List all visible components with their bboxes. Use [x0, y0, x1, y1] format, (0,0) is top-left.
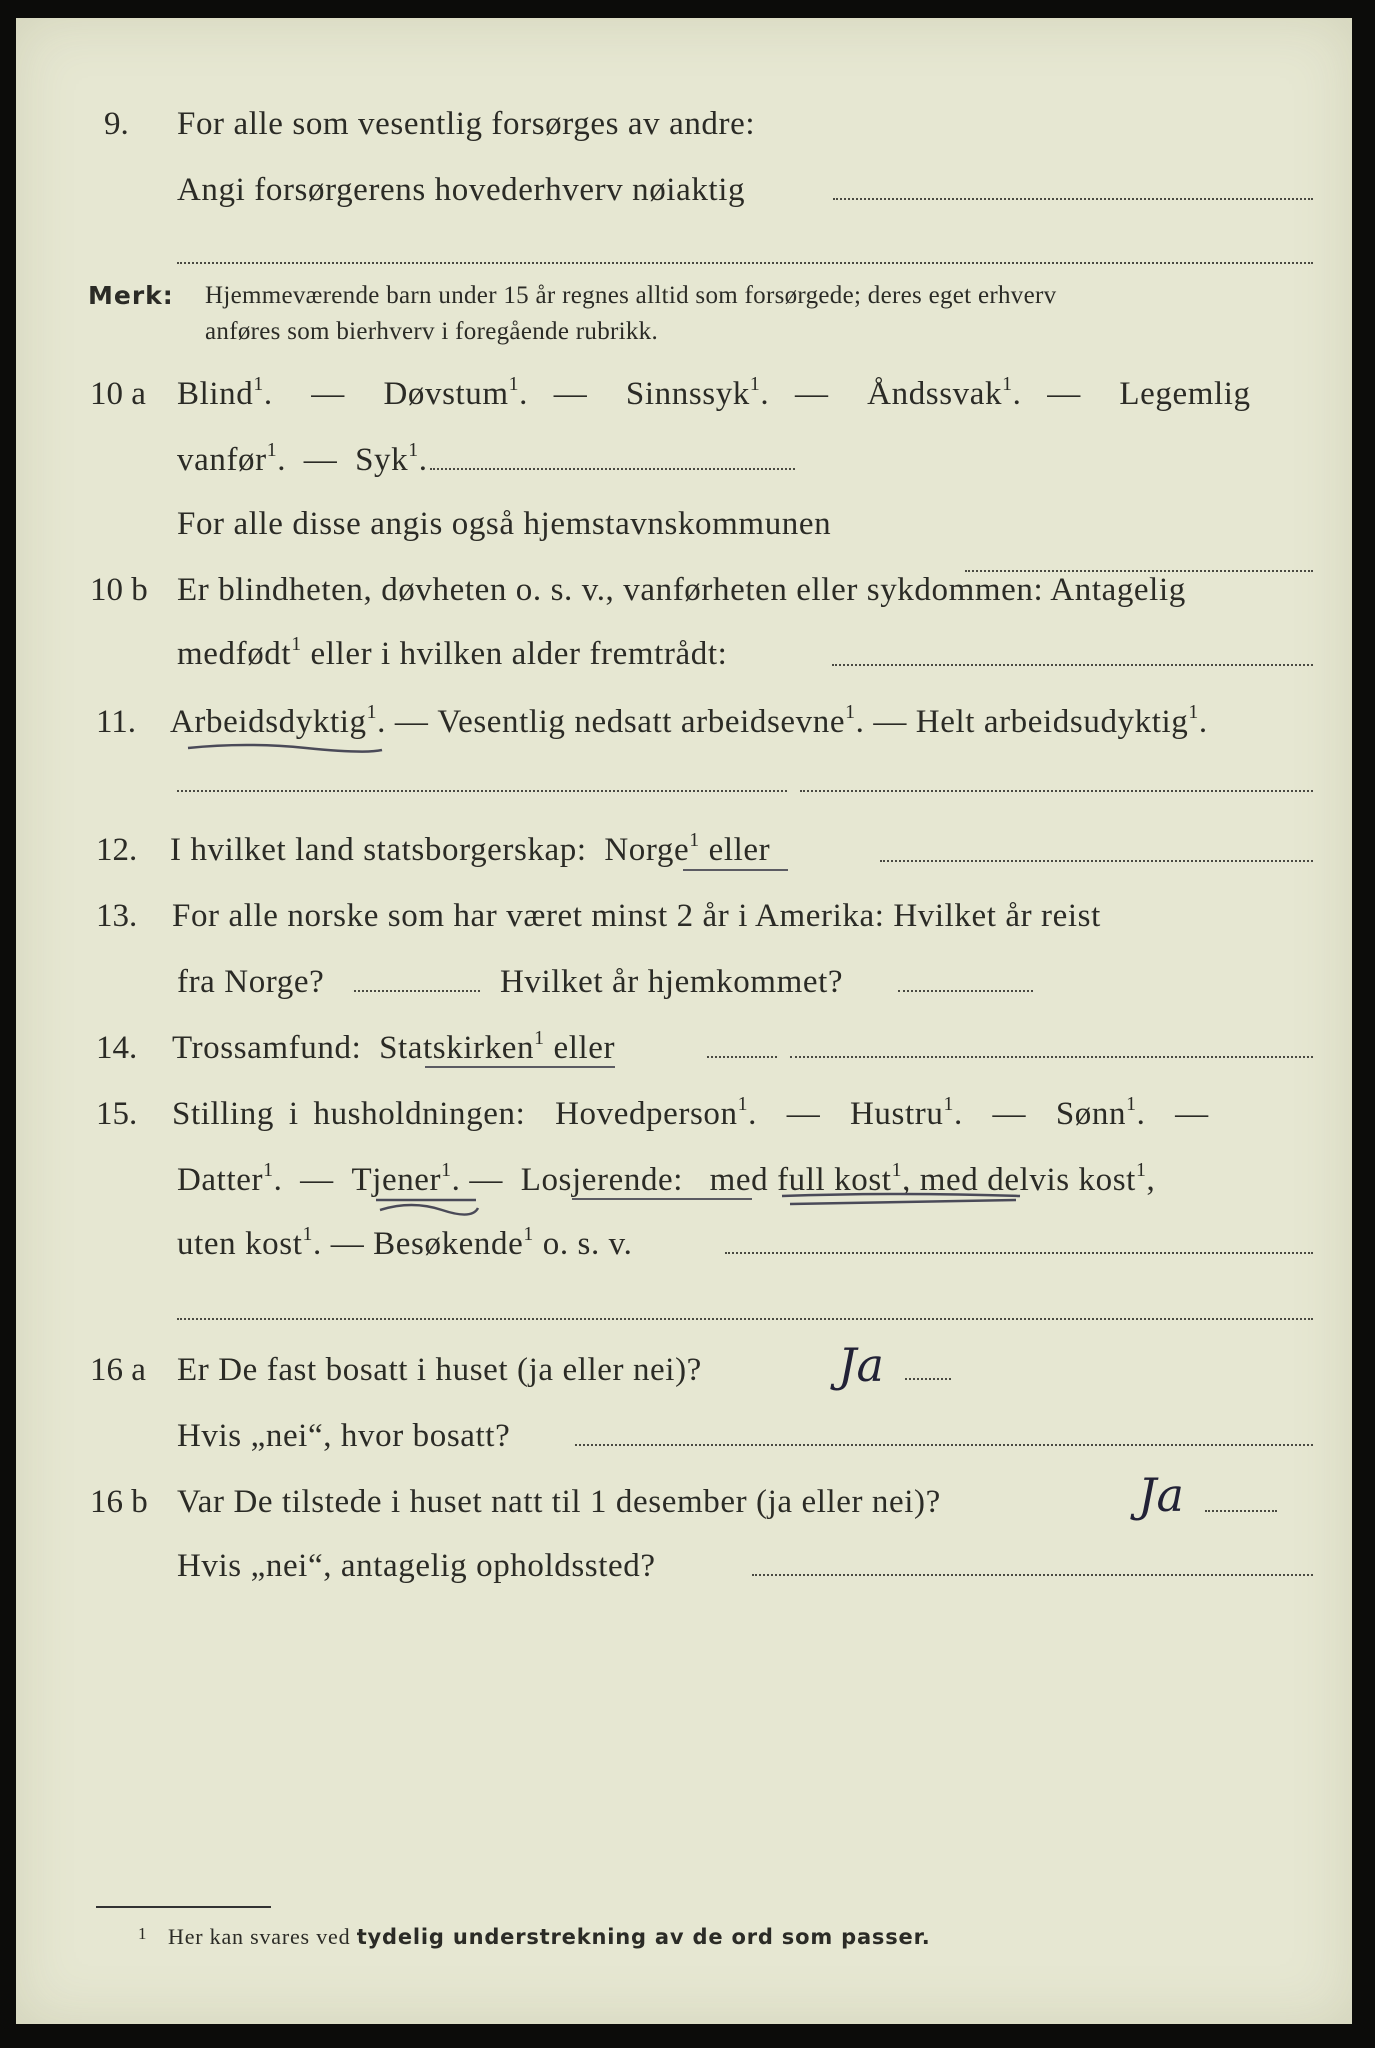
option-sinnssyk[interactable]: Sinnssyk [625, 376, 750, 412]
merk-text-line2: anføres som bierhverv i foregående rubrikk. [205, 318, 659, 345]
footnote-text: Her kan svares ved tydelig understrekning av de ord som passer. [168, 1924, 931, 1949]
q16b-answer-line[interactable] [1205, 1510, 1277, 1512]
q12-question: I hvilket land statsborgerskap: Norge$^1$ eller [170, 829, 771, 868]
q10b-question-line2: medfødt$^1$ eller i hvilken alder fremtrådt: [177, 633, 728, 672]
q13-number: 13. [96, 898, 138, 934]
q16b-number: 16 b [90, 1484, 148, 1520]
q14-answer-line-left[interactable] [707, 1056, 777, 1058]
q15-number: 15. [96, 1096, 138, 1132]
q9-question: For alle som vesentlig forsørges av andre: [177, 106, 756, 142]
option-statskirken[interactable]: Statskirken [379, 1030, 535, 1066]
q16b-question: Var De tilstede i huset natt til 1 desember (ja eller nei)? [177, 1484, 941, 1520]
q16b-handwritten-answer[interactable]: Ja [1138, 1468, 1184, 1522]
handwritten-underline-arbeidsdyktig [186, 738, 386, 758]
q16a-sub-question: Hvis „nei“, hvor bosatt? [177, 1418, 511, 1454]
option-delvis-kost[interactable]: med delvis kost [919, 1162, 1136, 1198]
q9-answer-line[interactable] [833, 198, 1313, 200]
option-syk[interactable]: Syk [355, 442, 409, 478]
option-blind[interactable]: Blind [177, 376, 254, 412]
option-dovstum[interactable]: Døvstum [383, 376, 509, 412]
q10a-options-line2: vanfør$^1$. — Syk$^1$. [177, 439, 428, 478]
option-arbeidsdyktig[interactable]: Arbeidsdyktig [170, 704, 367, 740]
option-datter[interactable]: Datter [177, 1162, 264, 1198]
option-hovedperson[interactable]: Hovedperson [555, 1096, 738, 1132]
q12-answer-line[interactable] [880, 860, 1313, 862]
q16a-number: 16 a [90, 1352, 146, 1388]
q10a-answer-line[interactable] [430, 468, 795, 470]
q13-hjemkommet-answer-line[interactable] [898, 990, 1033, 992]
q14-question: Trossamfund: Statskirken$^1$ eller [172, 1027, 616, 1066]
q10a-hjemstavn-question: For alle disse angis også hjemstavnskommunen [177, 506, 832, 542]
q14-number: 14. [96, 1030, 138, 1066]
merk-label: Merk: [88, 281, 174, 310]
q16b-sub-question: Hvis „nei“, antagelig opholdssted? [177, 1548, 656, 1584]
q15-question-line3: uten kost$^1$. — Besøkende$^1$ o. s. v. [177, 1223, 633, 1262]
option-uten-kost[interactable]: uten kost [177, 1226, 303, 1262]
q15-answer-line-2[interactable] [177, 1318, 1313, 1320]
q11-number: 11. [96, 704, 137, 740]
handwritten-underline-full-kost [780, 1188, 1025, 1212]
q9-sub-question: Angi forsørgerens hovederhverv nøiaktig [177, 172, 746, 208]
q16a-sub-answer-line[interactable] [575, 1444, 1313, 1446]
q13-fra-norge: fra Norge? [177, 964, 325, 1000]
q13-question: For alle norske som har været minst 2 år i Amerika: Hvilket år reist [172, 898, 1101, 934]
q9-number: 9. [104, 106, 129, 142]
q13-reist-answer-line[interactable] [354, 990, 480, 992]
q10b-number: 10 b [90, 572, 148, 608]
q13-hjemkommet: Hvilket år hjemkommet? [500, 964, 844, 1000]
q10a-number: 10 a [90, 376, 146, 412]
option-full-kost[interactable]: med full kost [709, 1162, 892, 1198]
q12-number: 12. [96, 832, 138, 868]
option-besokende[interactable]: Besøkende [373, 1226, 524, 1262]
option-vanfor[interactable]: vanfør [177, 442, 267, 478]
q16a-question: Er De fast bosatt i huset (ja eller nei)? [177, 1352, 702, 1388]
option-sonn[interactable]: Sønn [1055, 1096, 1127, 1132]
q9-answer-line-2[interactable] [177, 262, 1313, 264]
q15-question-line1: Stilling i husholdningen: Hovedperson$^1$. — Hustru$^1$. — Sønn$^1$. — [172, 1093, 1209, 1132]
q16a-answer-line[interactable] [905, 1378, 951, 1380]
footnote-rule [96, 1906, 271, 1908]
option-hustru[interactable]: Hustru [850, 1096, 944, 1132]
q16a-handwritten-answer[interactable]: Ja [838, 1338, 884, 1392]
q10a-options-line1: Blind$^1$. — Døvstum$^1$. — Sinnssyk$^1$. — Åndssvak$^1$. — Legemlig [177, 373, 1251, 412]
option-andssvak[interactable]: Åndssvak [867, 376, 1003, 412]
q11-options: Arbeidsdyktig$^1$. — Vesentlig nedsatt arbeidsevne$^1$. — Helt arbeidsudyktig$^1$. [170, 701, 1208, 740]
q10b-answer-line[interactable] [832, 664, 1313, 666]
q15-answer-line[interactable] [725, 1252, 1313, 1254]
option-losjerende[interactable]: Losjerende: [520, 1162, 684, 1198]
q16b-sub-answer-line[interactable] [752, 1574, 1313, 1576]
option-legemlig[interactable]: Legemlig [1119, 376, 1251, 412]
option-tjener[interactable]: Tjener [351, 1162, 442, 1198]
footnote-mark: 1 [138, 1924, 148, 1943]
q15-question-line2: Datter$^1$. — Tjener$^1$. — Losjerende: med full kost$^1$, med delvis kost$^1$, [177, 1159, 1156, 1198]
option-medfodt[interactable]: medfødt [177, 636, 292, 672]
merk-text-line1: Hjemmeværende barn under 15 år regnes alltid som forsørgede; deres eget erhverv [205, 282, 1057, 309]
q11-answer-line-right[interactable] [800, 790, 1313, 792]
q11-answer-line-left[interactable] [177, 790, 787, 792]
option-nedsatt[interactable]: Vesentlig nedsatt arbeidsevne [437, 704, 846, 740]
option-udyktig[interactable]: Helt arbeidsudyktig [915, 704, 1189, 740]
q14-answer-line-right[interactable] [790, 1056, 1313, 1058]
option-norge[interactable]: Norge [604, 832, 690, 868]
handwritten-underline-norge [683, 869, 788, 871]
handwritten-underline-tjener [372, 1192, 482, 1218]
q10b-question: Er blindheten, døvheten o. s. v., vanførheten eller sykdommen: Antagelig [177, 572, 1186, 608]
handwritten-underline-statskirken [425, 1066, 615, 1068]
underline-losjerende [572, 1198, 752, 1200]
